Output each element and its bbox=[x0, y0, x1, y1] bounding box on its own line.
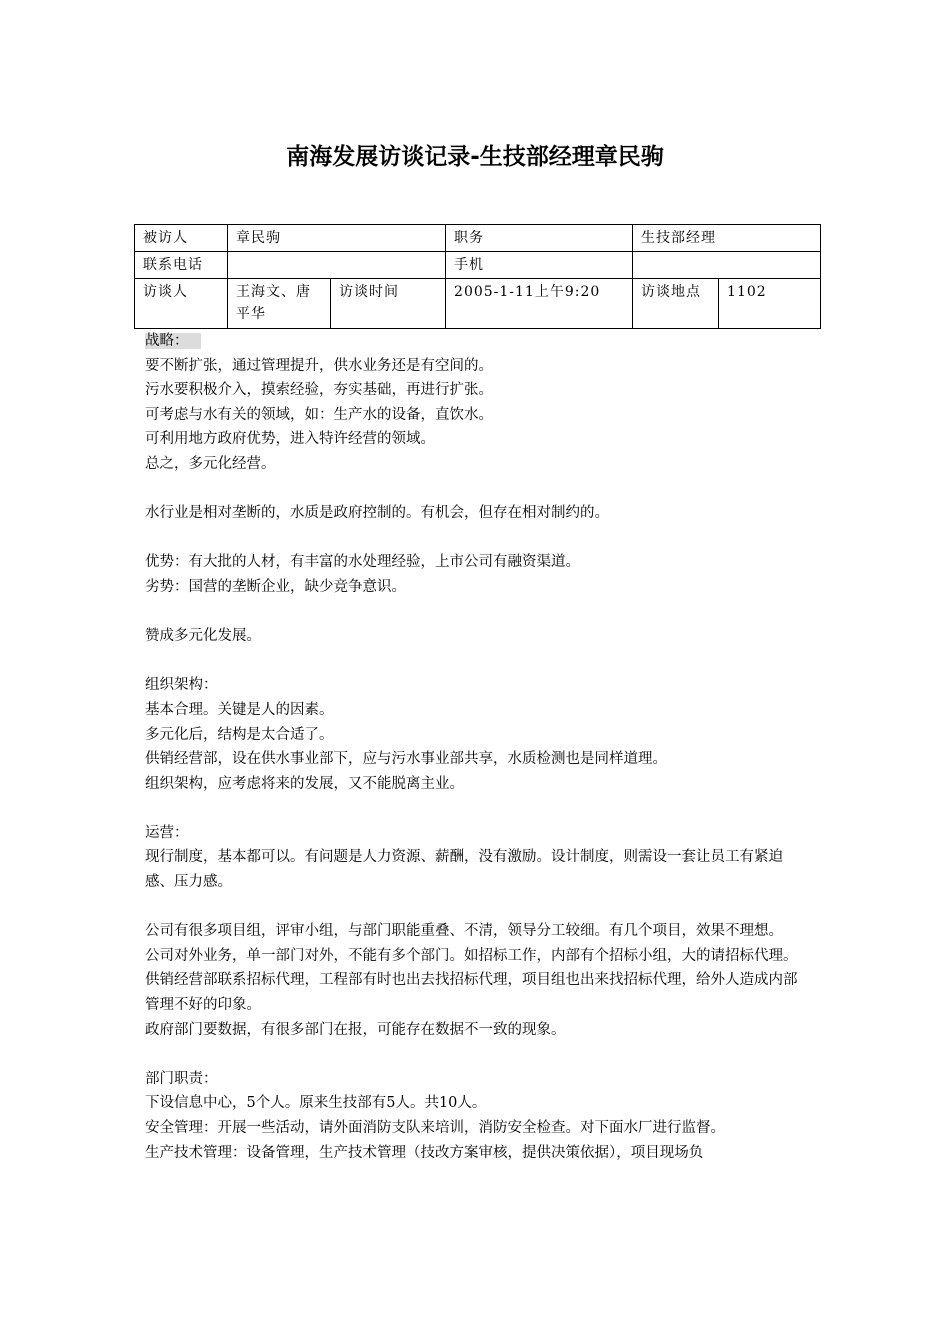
paragraph: 公司对外业务，单一部门对外，不能有多个部门。如招标工作，内部有个招标小组，大的请招标代理。供销经营部联系招标代理，工程部有时也出去找招标代理，项目组也出来找招标代理，给外人造成内部管理不好的印象。 bbox=[145, 947, 798, 1014]
phone-label: 联系电话 bbox=[135, 252, 228, 279]
ops-heading: 运营： bbox=[145, 824, 189, 841]
paragraph: 多元化后，结构是太合适了。 bbox=[145, 726, 334, 743]
org-heading: 组织架构： bbox=[145, 677, 218, 694]
paragraph: 组织架构，应考虑将来的发展，又不能脱离主业。 bbox=[145, 775, 464, 792]
paragraph: 现行制度，基本都可以。有问题是人力资源、薪酬，没有激励。设计制度，则需设一套让员工有紧迫感、压力感。 bbox=[145, 849, 783, 891]
interview-info-table bbox=[134, 224, 821, 329]
mobile-label: 手机 bbox=[446, 252, 633, 279]
paragraph: 优势：有大批的人材，有丰富的水处理经验，上市公司有融资渠道。 bbox=[145, 554, 580, 571]
interviewer-label: 访谈人 bbox=[135, 279, 228, 329]
paragraph: 安全管理：开展一些活动，请外面消防支队来培训，消防安全检查。对下面水厂进行监督。 bbox=[145, 1120, 725, 1136]
position-value: 生技部经理 bbox=[633, 225, 821, 252]
paragraph: 公司有很多项目组，评审小组，与部门职能重叠、不清，领导分工较细。有几个项目，效果不理想。 bbox=[145, 923, 783, 940]
place-value: 1102 bbox=[719, 279, 821, 329]
dept-heading: 部门职责： bbox=[145, 1070, 218, 1087]
paragraph: 可利用地方政府优势，进入特许经营的领域。 bbox=[145, 431, 435, 448]
document-title: 南海发展访谈记录-生技部经理章民驹 bbox=[286, 144, 664, 170]
phone-value bbox=[228, 252, 446, 279]
interviewee-value: 章民驹 bbox=[228, 225, 446, 252]
paragraph: 赞成多元化发展。 bbox=[145, 628, 261, 645]
paragraph: 水行业是相对垄断的，水质是政府控制的。有机会，但存在相对制约的。 bbox=[145, 505, 609, 522]
paragraph: 总之，多元化经营。 bbox=[145, 455, 276, 472]
paragraph: 生产技术管理：设备管理，生产技术管理（技改方案审核，提供决策依据），项目现场负 bbox=[145, 1144, 704, 1161]
place-label: 访谈地点 bbox=[633, 279, 719, 329]
paragraph: 污水要积极介入，摸索经验，夯实基础，再进行扩张。 bbox=[145, 382, 493, 399]
position-label: 职务 bbox=[446, 225, 633, 252]
table-row bbox=[135, 225, 821, 252]
time-label: 访谈时间 bbox=[331, 279, 446, 329]
time-value: 2005-1-11上午9:20 bbox=[446, 279, 633, 329]
paragraph: 供销经营部，设在供水事业部下，应与污水事业部共享，水质检测也是同样道理。 bbox=[145, 751, 667, 768]
paragraph: 要不断扩张，通过管理提升，供水业务还是有空间的。 bbox=[145, 357, 493, 374]
table-row bbox=[135, 279, 821, 329]
document-body bbox=[145, 329, 810, 1165]
mobile-value bbox=[633, 252, 821, 279]
paragraph: 政府部门要数据，有很多部门在报，可能存在数据不一致的现象。 bbox=[145, 1021, 566, 1038]
strategy-heading: 战略： bbox=[145, 329, 810, 354]
paragraph: 可考虑与水有关的领域，如：生产水的设备，直饮水。 bbox=[145, 406, 493, 423]
paragraph: 下设信息中心，5个人。原来生技部有5人。共10人。 bbox=[145, 1095, 487, 1112]
paragraph: 基本合理。关键是人的因素。 bbox=[145, 701, 334, 718]
interviewee-label: 被访人 bbox=[135, 225, 228, 252]
table-row bbox=[135, 252, 821, 279]
interviewer-value: 王海文、唐平华 bbox=[228, 279, 331, 329]
paragraph: 劣势：国营的垄断企业，缺少竞争意识。 bbox=[145, 578, 406, 595]
